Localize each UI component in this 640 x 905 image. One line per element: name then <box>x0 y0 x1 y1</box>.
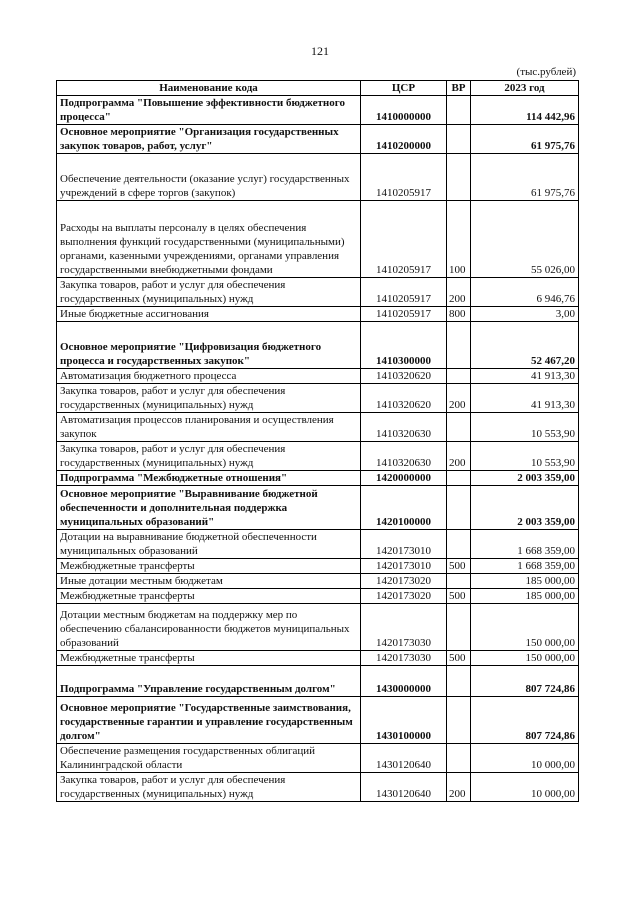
row-csr: 1410205917 <box>361 307 447 322</box>
row-csr: 1420173030 <box>361 604 447 651</box>
row-name: Иные дотации местным бюджетам <box>57 574 361 589</box>
row-name: Основное мероприятие "Государственные заимствования, государственные гарантии и управление государственным долгом" <box>57 697 361 744</box>
row-csr: 1420173030 <box>361 651 447 666</box>
row-name: Подпрограмма "Управление государственным долгом" <box>57 666 361 697</box>
row-vr: 500 <box>447 651 471 666</box>
row-csr: 1420173020 <box>361 574 447 589</box>
row-vr <box>447 96 471 125</box>
row-vr <box>447 154 471 201</box>
table-row <box>57 574 579 589</box>
row-csr: 1410320630 <box>361 442 447 471</box>
table-row <box>57 413 579 442</box>
row-csr: 1430000000 <box>361 666 447 697</box>
header-csr: ЦСР <box>361 81 447 96</box>
row-vr <box>447 486 471 530</box>
units-label: (тыс.рублей) <box>516 66 576 78</box>
row-name: Обеспечение размещения государственных облигаций Калининградской области <box>57 744 361 773</box>
row-vr <box>447 697 471 744</box>
row-name: Межбюджетные трансферты <box>57 559 361 574</box>
table-row <box>57 773 579 802</box>
table-body <box>57 96 579 802</box>
table-row <box>57 697 579 744</box>
row-amount: 2 003 359,00 <box>471 471 579 486</box>
row-csr: 1410205917 <box>361 154 447 201</box>
row-amount: 150 000,00 <box>471 651 579 666</box>
row-vr <box>447 574 471 589</box>
row-amount: 10 553,90 <box>471 413 579 442</box>
row-name: Иные бюджетные ассигнования <box>57 307 361 322</box>
row-name: Дотации на выравнивание бюджетной обеспеченности муниципальных образований <box>57 530 361 559</box>
row-name: Расходы на выплаты персоналу в целях обеспечения выполнения функций государственными (муниципальными) органами, казенными учреждениями, органами управления государственными внебюджетными фондами <box>57 201 361 278</box>
row-vr: 200 <box>447 384 471 413</box>
row-amount: 52 467,20 <box>471 322 579 369</box>
row-amount: 1 668 359,00 <box>471 530 579 559</box>
row-csr: 1410205917 <box>361 201 447 278</box>
row-vr <box>447 471 471 486</box>
row-csr: 1420000000 <box>361 471 447 486</box>
table-row <box>57 486 579 530</box>
row-csr: 1420173010 <box>361 530 447 559</box>
table-row <box>57 589 579 604</box>
header-amount: 2023 год <box>471 81 579 96</box>
table-row <box>57 322 579 369</box>
table-row <box>57 369 579 384</box>
row-vr <box>447 413 471 442</box>
row-amount: 10 000,00 <box>471 773 579 802</box>
table-row <box>57 559 579 574</box>
row-name: Дотации местным бюджетам на поддержку мер по обеспечению сбалансированности бюджетов муниципальных образований <box>57 604 361 651</box>
row-csr: 1420100000 <box>361 486 447 530</box>
row-amount: 6 946,76 <box>471 278 579 307</box>
row-name: Межбюджетные трансферты <box>57 651 361 666</box>
row-vr: 500 <box>447 559 471 574</box>
row-amount: 807 724,86 <box>471 697 579 744</box>
row-csr: 1410300000 <box>361 322 447 369</box>
row-vr: 200 <box>447 278 471 307</box>
row-amount: 2 003 359,00 <box>471 486 579 530</box>
row-csr: 1420173020 <box>361 589 447 604</box>
row-name: Закупка товаров, работ и услуг для обеспечения государственных (муниципальных) нужд <box>57 384 361 413</box>
header-name: Наименование кода <box>57 81 361 96</box>
row-name: Автоматизация процессов планирования и осуществления закупок <box>57 413 361 442</box>
table-row <box>57 125 579 154</box>
table-row <box>57 471 579 486</box>
row-csr: 1410320630 <box>361 413 447 442</box>
row-name: Закупка товаров, работ и услуг для обеспечения государственных (муниципальных) нужд <box>57 442 361 471</box>
row-name: Обеспечение деятельности (оказание услуг) государственных учреждений в сфере торгов (закупок) <box>57 154 361 201</box>
row-vr <box>447 604 471 651</box>
row-name: Подпрограмма "Межбюджетные отношения" <box>57 471 361 486</box>
table-row <box>57 651 579 666</box>
row-amount: 41 913,30 <box>471 369 579 384</box>
row-amount: 114 442,96 <box>471 96 579 125</box>
row-vr: 500 <box>447 589 471 604</box>
row-vr: 200 <box>447 442 471 471</box>
table-row <box>57 154 579 201</box>
row-csr: 1410320620 <box>361 384 447 413</box>
row-amount: 55 026,00 <box>471 201 579 278</box>
row-csr: 1430120640 <box>361 773 447 802</box>
table-row <box>57 201 579 278</box>
row-csr: 1410000000 <box>361 96 447 125</box>
table-row <box>57 442 579 471</box>
budget-table <box>56 80 579 802</box>
row-name: Закупка товаров, работ и услуг для обеспечения государственных (муниципальных) нужд <box>57 278 361 307</box>
row-vr <box>447 530 471 559</box>
row-amount: 61 975,76 <box>471 125 579 154</box>
row-vr: 100 <box>447 201 471 278</box>
row-amount: 41 913,30 <box>471 384 579 413</box>
row-csr: 1430120640 <box>361 744 447 773</box>
header-vr: ВР <box>447 81 471 96</box>
table-row <box>57 278 579 307</box>
table-row <box>57 307 579 322</box>
table-header-row <box>57 81 579 96</box>
row-vr <box>447 744 471 773</box>
row-name: Автоматизация бюджетного процесса <box>57 369 361 384</box>
row-csr: 1410320620 <box>361 369 447 384</box>
row-name: Межбюджетные трансферты <box>57 589 361 604</box>
row-vr <box>447 369 471 384</box>
table-row <box>57 744 579 773</box>
row-vr <box>447 322 471 369</box>
row-name: Основное мероприятие "Цифровизация бюджетного процесса и государственных закупок" <box>57 322 361 369</box>
row-amount: 10 553,90 <box>471 442 579 471</box>
table-row <box>57 384 579 413</box>
row-vr: 200 <box>447 773 471 802</box>
row-vr: 800 <box>447 307 471 322</box>
table-row <box>57 666 579 697</box>
row-csr: 1430100000 <box>361 697 447 744</box>
row-csr: 1410205917 <box>361 278 447 307</box>
row-amount: 61 975,76 <box>471 154 579 201</box>
row-amount: 150 000,00 <box>471 604 579 651</box>
row-name: Основное мероприятие "Выравнивание бюджетной обеспеченности и дополнительная поддержка муниципальных образований" <box>57 486 361 530</box>
row-vr <box>447 125 471 154</box>
row-csr: 1420173010 <box>361 559 447 574</box>
row-amount: 807 724,86 <box>471 666 579 697</box>
row-amount: 3,00 <box>471 307 579 322</box>
table-row <box>57 530 579 559</box>
row-amount: 10 000,00 <box>471 744 579 773</box>
page-number: 121 <box>311 44 329 58</box>
row-vr <box>447 666 471 697</box>
row-amount: 185 000,00 <box>471 589 579 604</box>
row-name: Основное мероприятие "Организация государственных закупок товаров, работ, услуг" <box>57 125 361 154</box>
row-amount: 185 000,00 <box>471 574 579 589</box>
row-csr: 1410200000 <box>361 125 447 154</box>
row-name: Подпрограмма "Повышение эффективности бюджетного процесса" <box>57 96 361 125</box>
row-amount: 1 668 359,00 <box>471 559 579 574</box>
row-name: Закупка товаров, работ и услуг для обеспечения государственных (муниципальных) нужд <box>57 773 361 802</box>
table-row <box>57 96 579 125</box>
table-row <box>57 604 579 651</box>
